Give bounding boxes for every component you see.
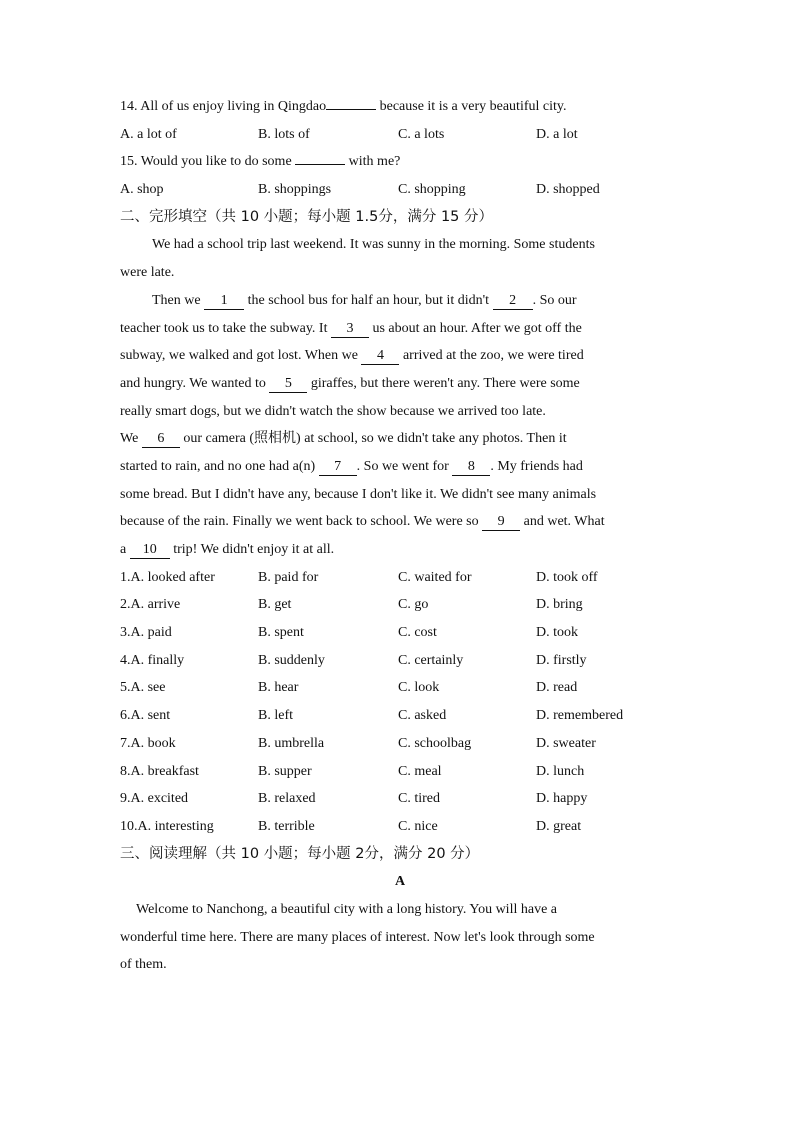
cloze-text-line: were late. xyxy=(120,265,175,281)
cloze-option-row xyxy=(120,619,680,647)
reading-text-line: Welcome to Nanchong, a beautiful city with a long history. You will have a xyxy=(136,901,557,917)
option-a: A. a lot of xyxy=(120,126,177,142)
cloze-option-row xyxy=(120,785,680,813)
cloze-text-line: We had a school trip last weekend. It was sunny in the morning. Some students xyxy=(152,237,595,253)
option-b: B. hear xyxy=(258,680,299,696)
cloze-text-line: a 10 trip! We didn't enjoy it at all. xyxy=(120,542,335,557)
cloze-text-line: started to rain, and no one had a(n) 7 . So we went for 8 . My friends had xyxy=(120,458,583,474)
option-b: B. relaxed xyxy=(258,791,316,807)
option-d: D. shopped xyxy=(536,182,600,198)
option-a: 10.A. interesting xyxy=(120,818,214,834)
option-c: C. shopping xyxy=(398,182,466,198)
option-a: 1.A. looked after xyxy=(120,569,215,585)
cloze-option-row xyxy=(120,647,680,675)
cloze-text-line: We 6 our camera (照相机) at school, so we didn't take any photos. Then it xyxy=(120,431,567,447)
cloze-blank-3: 3 xyxy=(331,320,369,338)
option-c: C. certainly xyxy=(398,652,464,668)
cloze-text-line: Then we 1 the school bus for half an hour, but it didn't 2 . So our xyxy=(152,292,577,308)
section-title-reading: 三、阅读理解（共 10 小题；每小题 2分，满分 20 分） xyxy=(120,845,480,862)
cloze-blank-6: 6 xyxy=(142,430,180,448)
question-14-options xyxy=(120,121,680,149)
option-b: B. lots of xyxy=(258,126,310,142)
cloze-text-line: really smart dogs, but we didn't watch the show because we arrived too late. xyxy=(120,403,546,419)
option-d: D. a lot xyxy=(536,126,578,142)
option-d: D. bring xyxy=(536,597,583,613)
cloze-option-row xyxy=(120,702,680,730)
option-d: D. sweater xyxy=(536,735,596,751)
option-a: 6.A. sent xyxy=(120,708,171,724)
option-d: D. lunch xyxy=(536,763,585,779)
option-a: 9.A. excited xyxy=(120,791,189,807)
cloze-blank-10: 10 xyxy=(130,541,170,559)
option-c: C. waited for xyxy=(398,569,472,585)
option-a: 5.A. see xyxy=(120,680,166,696)
option-a: 2.A. arrive xyxy=(120,597,181,613)
cloze-option-row xyxy=(120,564,680,592)
option-b: B. suddenly xyxy=(258,652,325,668)
option-c: C. go xyxy=(398,597,429,613)
option-a: 7.A. book xyxy=(120,735,176,751)
option-c: C. tired xyxy=(398,791,440,807)
exam-page xyxy=(120,93,680,979)
option-a: 4.A. finally xyxy=(120,652,185,668)
option-b: B. left xyxy=(258,708,293,724)
option-d: D. firstly xyxy=(536,652,587,668)
option-d: D. took off xyxy=(536,569,598,585)
option-a: 3.A. paid xyxy=(120,625,172,641)
answer-blank xyxy=(326,109,376,110)
cloze-blank-1: 1 xyxy=(204,292,244,310)
cloze-blank-2: 2 xyxy=(493,292,533,310)
option-b: B. spent xyxy=(258,625,304,641)
question-14-stem: 14. All of us enjoy living in Qingdao because it is a very beautiful city. xyxy=(120,99,567,114)
option-d: D. took xyxy=(536,625,578,641)
option-b: B. get xyxy=(258,597,292,613)
cloze-blank-4: 4 xyxy=(361,347,399,365)
option-c: C. meal xyxy=(398,763,442,779)
cloze-text-line: subway, we walked and got lost. When we 4 arrived at the zoo, we were tired xyxy=(120,348,584,364)
option-b: B. terrible xyxy=(258,818,315,834)
question-15-stem: 15. Would you like to do some with me? xyxy=(120,154,401,170)
cloze-blank-9: 9 xyxy=(482,513,520,531)
option-c: C. schoolbag xyxy=(398,735,472,751)
option-c: C. cost xyxy=(398,625,437,641)
option-b: B. shoppings xyxy=(258,182,332,198)
cloze-text-line: because of the rain. Finally we went back to school. We were so 9 and wet. What xyxy=(120,514,605,530)
option-c: C. nice xyxy=(398,818,438,834)
cloze-option-row xyxy=(120,730,680,758)
option-b: B. umbrella xyxy=(258,735,325,751)
cloze-option-row xyxy=(120,674,680,702)
answer-blank xyxy=(295,164,345,165)
reading-text-line: of them. xyxy=(120,957,167,973)
cloze-text-line: and hungry. We wanted to 5 giraffes, but there weren't any. There were some xyxy=(120,375,580,391)
cloze-option-row xyxy=(120,591,680,619)
cloze-option-row xyxy=(120,758,680,786)
cloze-blank-8: 8 xyxy=(452,458,490,476)
option-d: D. read xyxy=(536,680,578,696)
cloze-text-line: teacher took us to take the subway. It 3 us about an hour. After we got off the xyxy=(120,320,582,336)
option-d: D. great xyxy=(536,818,582,834)
option-d: D. remembered xyxy=(536,708,624,724)
cloze-option-row xyxy=(120,813,680,841)
cloze-blank-7: 7 xyxy=(319,458,357,476)
option-a: 8.A. breakfast xyxy=(120,763,199,779)
option-c: C. asked xyxy=(398,708,447,724)
cloze-blank-5: 5 xyxy=(269,375,307,393)
question-15-options xyxy=(120,176,680,204)
option-a: A. shop xyxy=(120,182,164,198)
cloze-text-line: some bread. But I didn't have any, because I don't like it. We didn't see many animals xyxy=(120,486,597,502)
passage-heading: A xyxy=(394,874,406,890)
option-d: D. happy xyxy=(536,791,588,807)
section-title-cloze: 二、完形填空（共 10 小题；每小题 1.5分，满分 15 分） xyxy=(120,208,494,225)
reading-text-line: wonderful time here. There are many places of interest. Now let's look through some xyxy=(120,929,595,945)
option-b: B. paid for xyxy=(258,569,319,585)
option-b: B. supper xyxy=(258,763,312,779)
option-c: C. look xyxy=(398,680,440,696)
option-c: C. a lots xyxy=(398,126,445,142)
